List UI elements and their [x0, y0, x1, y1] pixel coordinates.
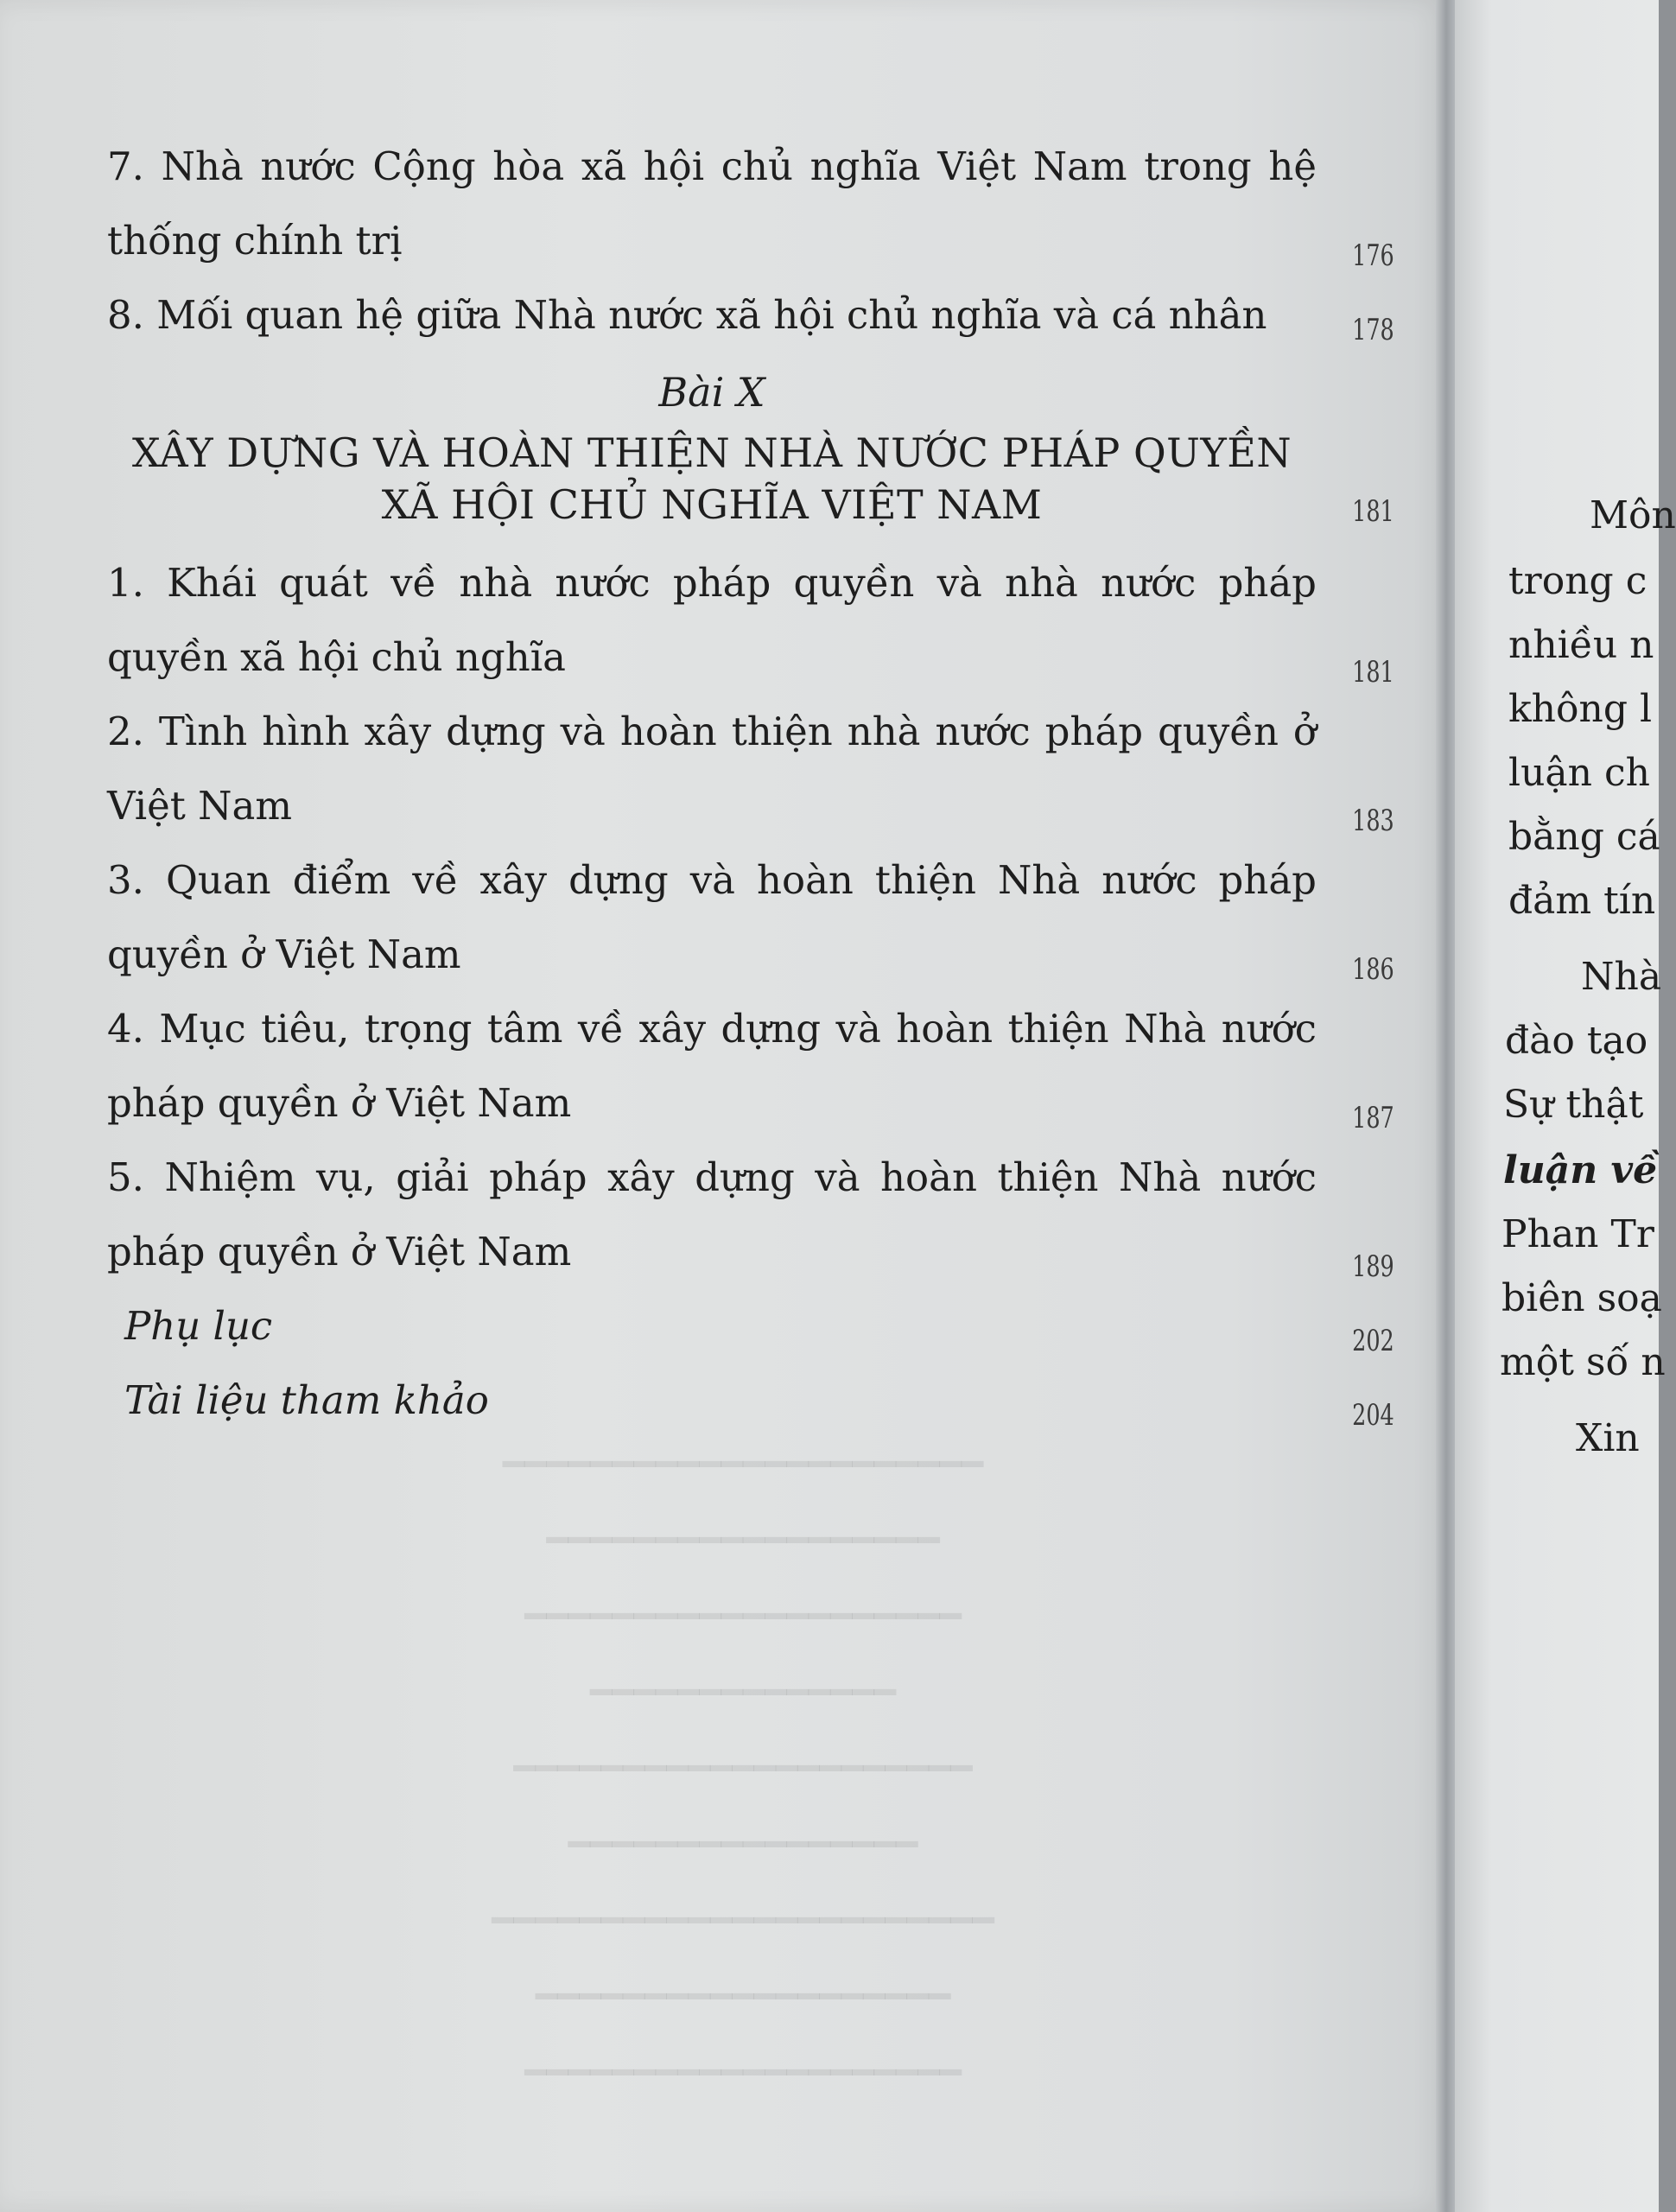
right-page-line: trong c [1508, 559, 1647, 603]
toc-page-number: 187 [1352, 1101, 1394, 1135]
toc-entry-3 [107, 843, 1394, 992]
toc-entry-references [107, 1363, 1394, 1438]
toc-page-number: 178 [1352, 313, 1394, 347]
chapter-heading-line-2: XÃ HỘI CHỦ NGHĨA VIỆT NAM [381, 481, 1043, 528]
right-page-line: biên soạ [1501, 1276, 1662, 1320]
right-page-line: một số n [1500, 1340, 1666, 1384]
toc-entry-8 [107, 278, 1394, 353]
toc-entry-4 [107, 992, 1394, 1141]
book-gutter [1436, 0, 1457, 2212]
toc-page-number: 202 [1352, 1324, 1394, 1358]
toc-page-number: 183 [1352, 804, 1394, 838]
chapter-title: Bài X [658, 369, 765, 416]
toc-entry-appendix [107, 1289, 1394, 1363]
right-page-line: Môn [1590, 493, 1676, 537]
toc-entry-text: Phụ lục [124, 1303, 273, 1349]
right-page-line: luận ch [1508, 751, 1650, 795]
right-page-line: Phan Tr [1501, 1212, 1654, 1256]
bleed-through-text: ━━━━━━━━━━━━━━━━━━━━ ━━━━━━━━━━━━━━━━━━━ ━━━━━━━━━━━━━━━━━━━━━━━ ━━━━━━━━━━━━━━━━ ━━━━━━━━━━━━━━━━━━━━━ ━━━━━━━━━━━━━━ ━━━━━━━━━━━━━━━━━━━━ ━━━━━━━━━━━━━━━━━━ ━━━━━━━━━━━━━━━━━━━━━━ [492, 1443, 994, 2094]
right-page [1455, 0, 1676, 2212]
toc-entry-2 [107, 695, 1394, 843]
right-page-line: đào tạo [1505, 1019, 1648, 1063]
right-page-line: luận về [1503, 1148, 1658, 1192]
toc-page-number: 186 [1352, 952, 1394, 987]
toc-entry-1 [107, 546, 1394, 695]
chapter-heading-line-1: XÂY DỰNG VÀ HOÀN THIỆN NHÀ NƯỚC PHÁP QUYỀN [131, 429, 1292, 476]
toc-entry-text: 5. Nhiệm vụ, giải pháp xây dựng và hoàn thiện Nhà nước pháp quyền ở Việt Nam [107, 1154, 1317, 1274]
right-page-line: không l [1508, 687, 1653, 731]
right-page-line: đảm tín [1508, 879, 1656, 923]
right-page-line: Sự thật [1503, 1083, 1644, 1127]
right-page-line: Nhà [1581, 955, 1662, 999]
toc-entry-text: 2. Tình hình xây dựng và hoàn thiện nhà nước pháp quyền ở Việt Nam [107, 709, 1317, 829]
chapter-heading-block [107, 358, 1394, 531]
toc-entry-text: 8. Mối quan hệ giữa Nhà nước xã hội chủ nghĩa và cá nhân [107, 292, 1267, 338]
toc-page-number: 181 [1352, 494, 1394, 529]
toc-entry-text: 7. Nhà nước Cộng hòa xã hội chủ nghĩa Việt Nam trong hệ thống chính trị [107, 143, 1317, 264]
toc-entry-7 [107, 130, 1394, 278]
toc-page-number: 176 [1352, 238, 1394, 273]
table-of-contents [107, 130, 1420, 1438]
right-page-line: nhiều n [1508, 623, 1654, 667]
toc-entry-text: 1. Khái quát về nhà nước pháp quyền và nhà nước pháp quyền xã hội chủ nghĩa [107, 560, 1317, 680]
toc-page-number: 181 [1352, 655, 1394, 690]
right-page-line: bằng cá [1508, 815, 1660, 859]
right-page-line: Xin [1576, 1416, 1640, 1460]
toc-entry-5 [107, 1141, 1394, 1289]
toc-entry-text: 3. Quan điểm về xây dựng và hoàn thiện Nhà nước pháp quyền ở Việt Nam [107, 857, 1317, 977]
toc-page-number: 204 [1352, 1398, 1394, 1433]
toc-entry-text: Tài liệu tham khảo [124, 1377, 489, 1423]
toc-page-number: 189 [1352, 1249, 1394, 1284]
toc-entry-text: 4. Mục tiêu, trọng tâm về xây dựng và hoàn thiện Nhà nước pháp quyền ở Việt Nam [107, 1006, 1317, 1126]
